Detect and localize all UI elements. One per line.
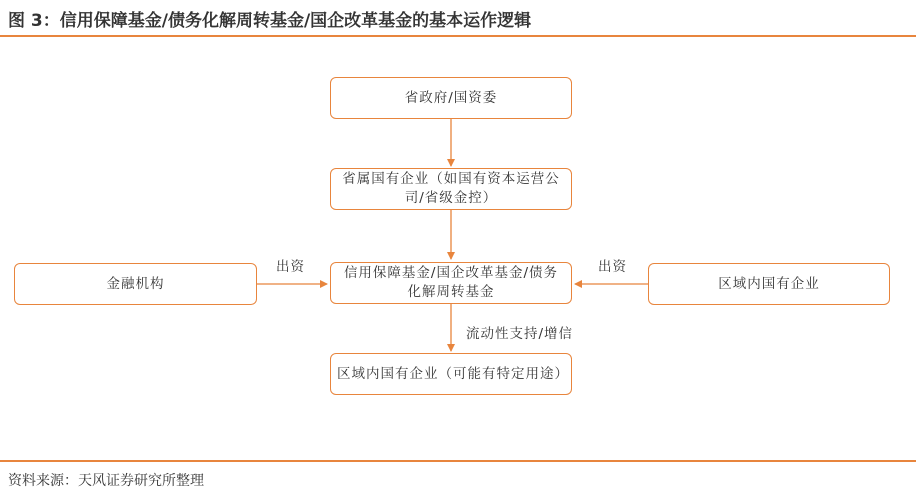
node-fund: 信用保障基金/国企改革基金/债务化解周转基金 (330, 262, 572, 304)
footer-divider (0, 460, 916, 462)
source-note: 资料来源：天风证券研究所整理 (8, 473, 204, 489)
edge-label-liquidity-support: 流动性支持/增信 (466, 326, 574, 342)
node-regional-soe-source: 区域内国有企业 (648, 263, 890, 305)
figure-title: 图 3：信用保障基金/债务化解周转基金/国企改革基金的基本运作逻辑 (8, 11, 532, 31)
edge-label-regional-funding: 出资 (598, 259, 627, 275)
node-provincial-soe: 省属国有企业（如国有资本运营公司/省级金控） (330, 168, 572, 210)
node-provincial-government: 省政府/国资委 (330, 77, 572, 119)
node-financial-institutions: 金融机构 (14, 263, 257, 305)
node-regional-soe-target: 区域内国有企业（可能有特定用途） (330, 353, 572, 395)
edge-label-financial-funding: 出资 (276, 259, 305, 275)
